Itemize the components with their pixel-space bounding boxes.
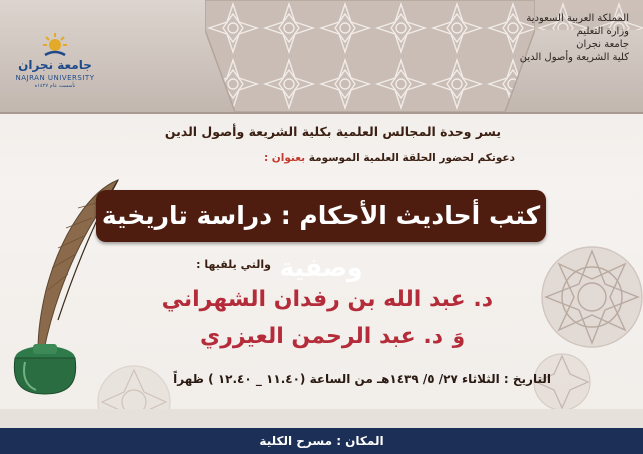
ministry-line: المملكة العربية السعودية: [526, 13, 629, 24]
islamic-geometric-ornament-header: [205, 0, 535, 112]
intro-line-2: [95, 152, 515, 164]
presenter-conjunction: وَ: [452, 324, 465, 348]
logo-name-ar: جامعة نجران: [18, 58, 92, 72]
ministry-line: جامعة نجران: [576, 39, 629, 50]
logo-name-en: NAJRAN UNIVERSITY: [15, 74, 95, 82]
lecture-title: كتب أحاديث الأحكام : دراسة تاريخية وصفية: [101, 201, 541, 282]
presenter-name-1: د. عبد الله بن رفدان الشهراني: [161, 287, 493, 312]
intro-line-1: يسر وحدة المجالس العلمية بكلية الشريعة وأصول الدين: [164, 124, 502, 139]
intro-line-2-accent: بعنوان :: [263, 152, 306, 164]
logo-founded: تأسست عام ١٤٢٧ه: [34, 83, 76, 89]
header-band: [0, 0, 643, 114]
logo-emblem-icon: [10, 32, 100, 60]
ministry-line: كلية الشريعة وأصول الدين: [519, 52, 629, 63]
islamic-geometric-ornament-left: [94, 362, 194, 410]
ministry-line: وزارة التعليم: [576, 26, 629, 37]
presenters-label: والتي يلقيها :: [196, 258, 271, 271]
date-time-line: التاريخ : الثلاثاء ٢٧/ ٥/ ١٤٣٩هـ من الساعة (١١.٤٠ _ ١٢.٤٠ ) ظهراً: [173, 372, 551, 386]
presenter-name-2: د. عبد الرحمن العيزري: [200, 324, 443, 349]
ministry-block: [489, 12, 629, 64]
venue-label: المكان : مسرح الكلية: [259, 434, 384, 448]
najran-university-logo: [10, 32, 100, 94]
intro-line-2-text: دعوتكم لحضور الحلقة العلمية الموسومة: [308, 152, 515, 164]
